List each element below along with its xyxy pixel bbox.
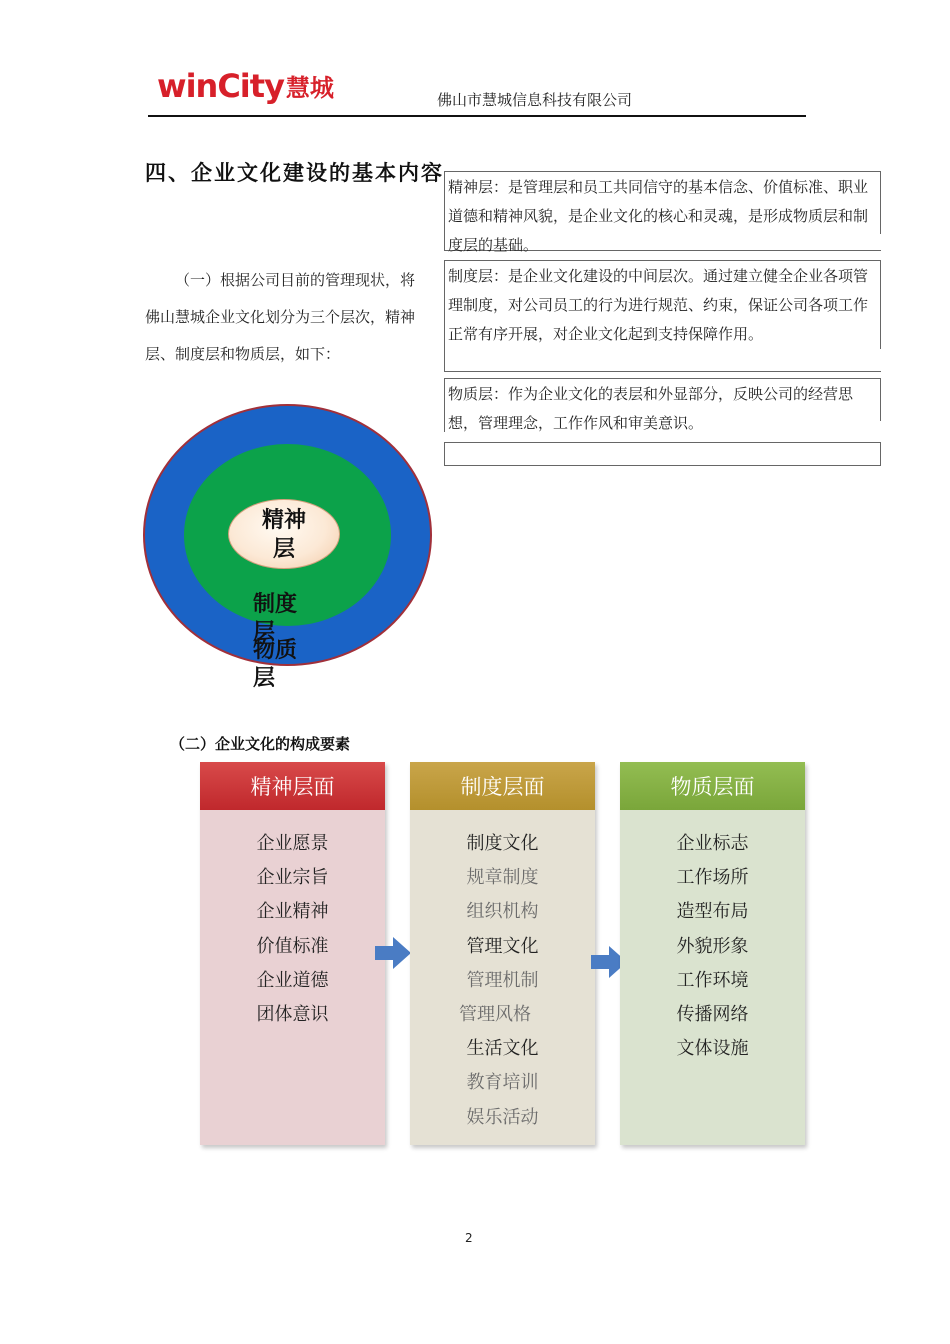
- box-edge: [880, 379, 881, 421]
- list-item: 管理机制: [466, 969, 539, 991]
- column-header: [410, 762, 595, 810]
- company-logo: [157, 62, 334, 106]
- subsection-heading: （二）企业文化的构成要素: [170, 735, 351, 753]
- list-item: 企业愿景: [256, 833, 329, 854]
- box-edge: [880, 261, 881, 349]
- list-item: 教育培训: [466, 1072, 539, 1094]
- section-intro-paragraph: （一）根据公司目前的管理现状，将佛山慧城企业文化划分为三个层次，精神层、制度层和物质层，如下：: [145, 271, 416, 363]
- layer-text-institutional: 制度层：是企业文化建设的中间层次。通过建立健全企业各项管理制度，对公司员工的行为进行规范、约束，保证公司各项工作正常有序开展，对企业文化起到支持保障作用。: [448, 267, 869, 343]
- middle-label: 制度层: [253, 592, 298, 645]
- list-item: 组织机构: [466, 901, 539, 923]
- column-item-list: [620, 827, 805, 1066]
- page-number: 2: [465, 1231, 473, 1245]
- list-item: 工作场所: [676, 867, 749, 889]
- list-item: 管理文化: [466, 935, 539, 957]
- right-arrow-icon: [375, 937, 411, 969]
- column-item-list: [200, 827, 385, 1032]
- layer-box-spiritual: [444, 171, 881, 254]
- section-heading: 四、企业文化建设的基本内容: [145, 161, 444, 185]
- list-item: 制度文化: [466, 833, 539, 854]
- header-divider: [148, 115, 806, 117]
- core-label: 精神层: [261, 508, 306, 562]
- list-item: 企业道德: [256, 969, 329, 991]
- column-institutional: [410, 762, 595, 1145]
- list-item: 价值标准: [256, 935, 329, 957]
- list-item: 生活文化: [466, 1038, 539, 1060]
- list-item: 企业精神: [256, 901, 329, 923]
- column-header: [620, 762, 805, 810]
- column-title: 精神层面: [250, 775, 335, 799]
- column-body: [410, 810, 595, 1145]
- list-item: 传播网络: [676, 1004, 749, 1026]
- empty-box: [444, 442, 881, 466]
- box-edge: [880, 172, 881, 234]
- column-spiritual: [200, 762, 385, 1145]
- layer-text-material: 物质层：作为企业文化的表层和外显部分，反映公司的经营思想，管理理念，工作作风和审美意识。: [448, 385, 854, 432]
- column-body: [620, 810, 805, 1145]
- list-item: 团体意识: [256, 1004, 329, 1026]
- column-header: [200, 762, 385, 810]
- column-title: 制度层面: [460, 775, 545, 799]
- list-item: 规章制度: [466, 867, 539, 889]
- list-item: 管理风格: [459, 1004, 531, 1026]
- layer-box-material: [444, 378, 881, 432]
- list-item: 造型布局: [676, 901, 749, 923]
- column-material: [620, 762, 805, 1145]
- column-item-list: [410, 827, 595, 1135]
- list-item: 外貌形象: [676, 935, 749, 957]
- list-item: 企业宗旨: [256, 867, 329, 889]
- logo-chinese-name: 慧城: [285, 74, 334, 102]
- outer-label: 物质层: [253, 638, 298, 691]
- column-title: 物质层面: [670, 775, 755, 799]
- list-item: 娱乐活动: [466, 1106, 539, 1128]
- list-item: 企业标志: [676, 833, 749, 854]
- column-body: [200, 810, 385, 1145]
- list-item: 工作环境: [676, 969, 749, 991]
- logo-wordmark: winCity: [157, 67, 284, 105]
- layer-box-institutional: [444, 260, 881, 372]
- list-item: 文体设施: [676, 1038, 749, 1060]
- layer-text-spiritual: 精神层：是管理层和员工共同信守的基本信念、价值标准、职业道德和精神风貌，是企业文化的核心和灵魂，是形成物质层和制度层的基础。: [448, 178, 869, 254]
- company-name: 佛山市慧城信息科技有限公司: [437, 91, 633, 109]
- arrow-shape: [375, 937, 411, 969]
